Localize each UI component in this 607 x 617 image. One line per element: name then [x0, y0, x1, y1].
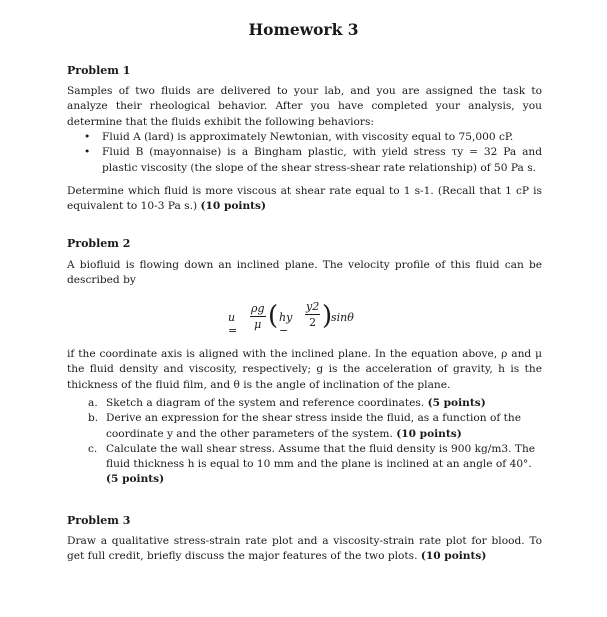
equation-lhs: u = [228, 311, 238, 337]
problem3-points: (10 points) [420, 550, 487, 563]
bullet-icon: • [84, 146, 91, 159]
part-b-points: (10 points) [396, 427, 462, 440]
problem1-heading: Problem 1 [67, 64, 131, 77]
problem2-heading: Problem 2 [67, 237, 131, 250]
coefficient-numerator: ρg [251, 302, 265, 315]
equation-trig: sinθ [331, 311, 354, 324]
problem1-bullet-list [84, 130, 542, 176]
part-a-points: (5 points) [427, 397, 486, 409]
equation-left-paren: ( [268, 301, 279, 331]
problem2-explanation-text: if the coordinate axis is aligned with the inclined plane. In the equation above, ρ and μ the fluid density and viscosity, respectively; g is the acceleration of gravity, h is the thickness of the fluid film, and θ is the angle of inclination of the plane. [67, 348, 542, 391]
equation-fraction2 [305, 300, 320, 329]
bullet-icon: • [84, 131, 91, 143]
part-a-text: Sketch a diagram of the system and reference coordinates. [106, 397, 425, 409]
equation-term1: hy − [279, 311, 293, 337]
list-item [88, 442, 542, 488]
part-b-text: Derive an expression for the shear stress inside the fluid, as a function of the coordinate y and the other parameters of the system. [106, 412, 522, 440]
list-item [88, 411, 542, 442]
fraction2-denominator: 2 [309, 316, 317, 329]
problem1-points: (10 points) [200, 200, 267, 213]
list-item [84, 145, 542, 176]
problem2-explanation [67, 347, 542, 393]
part-c-text: Calculate the wall shear stress. Assume that the fluid density is 900 kg/m3. The fluid thickness h is equal to 10 mm and the plane is inclined at an angle of 40°. [106, 442, 536, 471]
equation-coefficient [250, 302, 266, 331]
problem1-bullet-1: Fluid A (lard) is approximately Newtonian, with viscosity equal to 75,000 cP. [102, 131, 514, 143]
part-c-points: (5 points) [106, 473, 165, 486]
problem3-text: Draw a qualitative stress-strain rate plot and a viscosity-strain rate plot for blood. To get full credit, briefly discuss the major features of the two plots. [67, 535, 542, 563]
coefficient-denominator: μ [254, 318, 262, 331]
problem1-question [67, 184, 542, 215]
list-item [88, 396, 542, 411]
part-a-mark: a. [88, 397, 98, 409]
problem1-question-text: Determine which fluid is more viscous at shear rate equal to 1 s-1. (Recall that 1 cP is equivalent to 10-3 Pa s.) [67, 185, 542, 213]
problem1-intro [67, 84, 542, 130]
part-b-mark: b. [88, 412, 99, 425]
part-c-mark: c. [88, 442, 98, 455]
problem1-intro-text: Samples of two fluids are delivered to your lab, and you are assigned the task to analyze their rheological behavior. After you have completed your analysis, you determine that the fluids exhibit the following behaviors: [67, 85, 542, 128]
problem2-intro [67, 258, 542, 289]
page-title: Homework 3 [248, 20, 359, 39]
equation-right-paren: ) [322, 301, 333, 331]
problem1-bullet-2: Fluid B (mayonnaise) is a Bingham plastic, with yield stress τy = 32 Pa and plastic viscosity (the slope of the shear stress-shear rate relationship) of 50 Pa s. [102, 146, 542, 174]
list-item [84, 130, 542, 145]
problem3-body [67, 534, 542, 565]
fraction2-numerator: y2 [306, 300, 320, 313]
problem2-intro-text: A biofluid is flowing down an inclined plane. The velocity profile of this fluid can be described by [67, 259, 542, 287]
problem3-heading: Problem 3 [67, 514, 131, 527]
problem2-parts-list [88, 396, 542, 488]
